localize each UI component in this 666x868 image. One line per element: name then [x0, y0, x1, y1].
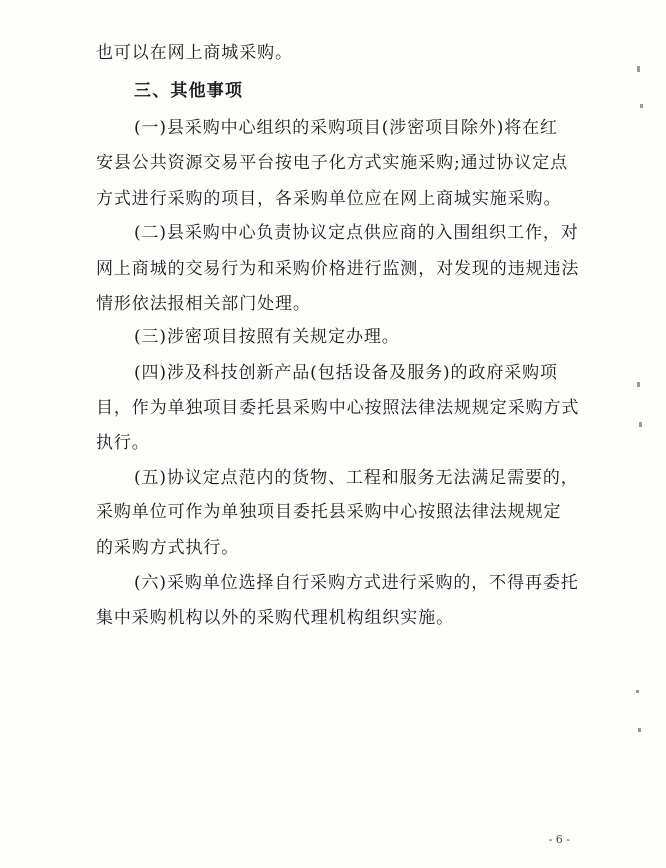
- paragraph-line: (四)涉及科技创新产品(包括设备及服务)的政府采购项: [134, 363, 558, 383]
- paragraph-line: (三)涉密项目按照有关规定办理。: [134, 327, 400, 347]
- paragraph-line: (一)县采购中心组织的采购项目(涉密项目除外)将在红: [134, 118, 558, 138]
- paragraph-line: 情形依法报相关部门处理。: [96, 294, 311, 314]
- paragraph-line: 方式进行采购的项目，各采购单位应在网上商城实施采购。: [96, 189, 562, 209]
- scan-mark: [640, 104, 643, 108]
- paragraph-line: 集中采购机构以外的采购代理机构组织实施。: [96, 608, 454, 628]
- paragraph-line: 安县公共资源交易平台按电子化方式实施采购;通过协议定点: [96, 153, 569, 173]
- scan-mark: [637, 382, 640, 387]
- paragraph-line: 目，作为单独项目委托县采购中心按照法律法规规定采购方式: [96, 398, 580, 418]
- scan-mark: [636, 690, 639, 693]
- paragraph-line: 网上商城的交易行为和采购价格进行监测，对发现的违规违法: [96, 259, 580, 279]
- paragraph-line: 采购单位可作为单独项目委托县采购中心按照法律法规规定: [96, 502, 562, 522]
- scan-mark: [638, 728, 641, 732]
- scan-mark: [639, 422, 642, 427]
- scan-mark: [637, 66, 640, 72]
- paragraph-line: (五)协议定点范内的货物、工程和服务无法满足需要的，: [134, 468, 579, 488]
- paragraph-line: (二)县采购中心负责协议定点供应商的入围组织工作，对: [134, 223, 579, 243]
- paragraph-line: (六)采购单位选择自行采购方式进行采购的，不得再委托: [134, 573, 579, 593]
- paragraph-line: 执行。: [96, 433, 150, 453]
- section-heading: 三、其他事项: [134, 81, 244, 101]
- continuation-line: 也可以在网上商城采购。: [96, 43, 293, 63]
- paragraph-line: 的采购方式执行。: [96, 538, 240, 558]
- page-number: - 6 -: [548, 833, 570, 846]
